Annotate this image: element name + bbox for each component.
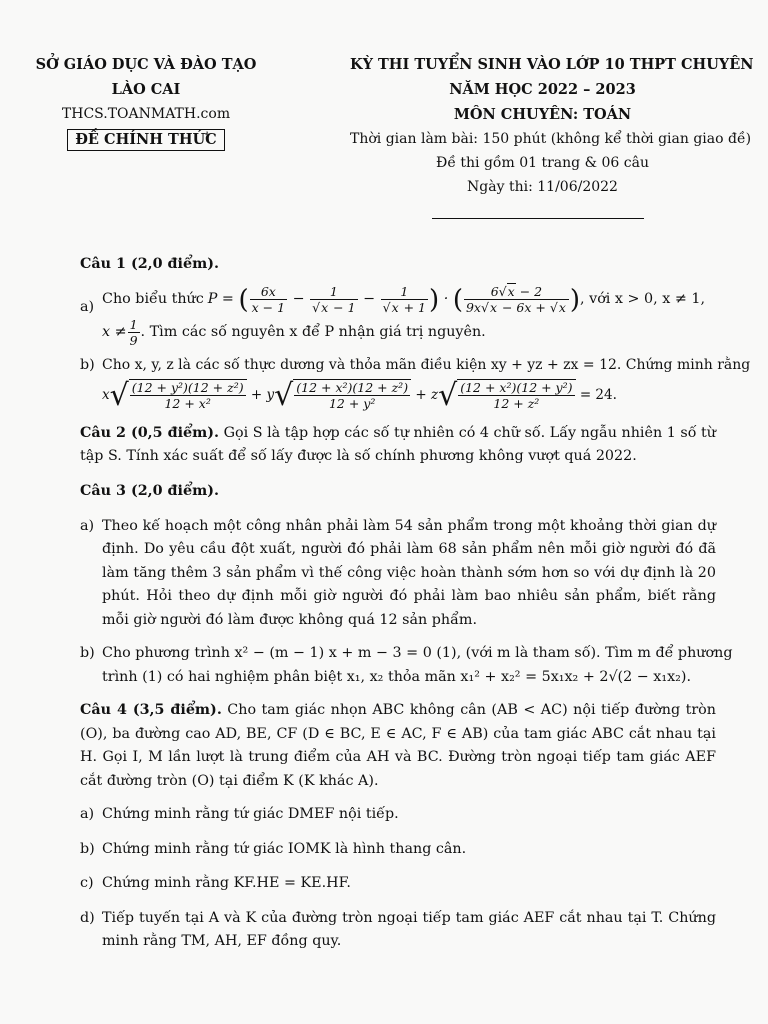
province-name: LÀO CAI [111,81,181,98]
q4c-label: c) [80,875,94,891]
q4d-label: d) [80,909,95,926]
q1a-second-line [102,317,716,348]
q4b-label: b) [80,840,95,857]
q3b-text-line2: trình (1) có hai nghiệm phân biệt x₁, x₂ thỏa mãn x₁² + x₂² = 5x₁x₂ + 2√(2 − x₁x₂). [102,668,692,685]
q3b-text-line1: Cho phương trình x² − (m − 1) x + m − 3 = 0 (1), (với m là tham số). Tìm m để phương [102,645,733,661]
q1b-result: = 24. [579,386,617,403]
department-name: SỞ GIÁO DỤC VÀ ĐÀO TẠO [35,56,257,73]
exam-title: KỲ THI TUYỂN SINH VÀO LỚP 10 THPT CHUYÊN [350,56,754,73]
q1a-formula-line [102,284,716,315]
q4-part-d [80,907,716,954]
q1a-label: a) [80,299,95,315]
header-left [28,52,264,151]
q4-part-c [80,872,716,896]
q1a-task: . Tìm các số nguyên x để P nhận giá trị nguyên. [140,323,486,340]
q1a-exclusion: x ≠ $\frac{1}{9}$ [102,317,138,348]
page-count: Đề thi gồm 01 trang & 06 câu [436,155,649,171]
q4c-text: Chứng minh rằng KF.HE = KE.HF. [102,875,351,891]
q3a-label: a) [80,517,95,534]
q1-title: Câu 1 (2,0 điểm). [80,256,219,272]
q4a-text: Chứng minh rằng tứ giác DMEF nội tiếp. [102,806,399,822]
exam-body [80,252,751,954]
q1a-intro: Cho biểu thức [102,290,204,307]
q1a-condition: , với x > 0, x ≠ 1, [580,290,706,307]
exam-duration: Thời gian làm bài: 150 phút (không kể thời gian giao đề) [350,131,752,147]
q4-text: Cho tam giác nhọn ABC không cân (AB < AC) nội tiếp đường tròn (O), ba đường cao AD, BE, CF (D ∈ BC, E ∈ AC, F ∈ AB) của tam giác ABC cắt nhau tại H. Gọi I, M lần lượt là trung điểm của AH và BC. Đường tròn ngoại tiếp tam giác AEF cắt đường tròn (O) tại điểm K (K khác A). [80,702,716,789]
q3a-text: Theo kế hoạch một công nhân phải làm 54 sản phẩm trong một khoảng thời gian dự định. Do yêu cầu đột xuất, người đó phải làm 68 sản phẩm nên mỗi giờ người đó đã làm tăng thêm 3 sản phẩm vì thế công việc hoàn thành sớm hơn so với dự định là 20 phút. Hỏi theo dự định mỗi giờ người đó phải làm bao nhiêu sản phẩm, biết rằng mỗi giờ người đó làm được không quá 12 sản phẩm. [102,517,716,628]
q4b-text: Chứng minh rằng tứ giác IOMK là hình thang cân. [102,840,467,857]
q4-part-b [80,838,716,862]
q2-title: Câu 2 (0,5 điểm). [80,424,219,441]
q4d-text: Tiếp tuyến tại A và K của đường tròn ngoại tiếp tam giác AEF cắt nhau tại T. Chứng minh rằng TM, AH, EF đồng quy. [102,909,716,949]
q2-text: Gọi S là tập hợp các số tự nhiên có 4 chữ số. Lấy ngẫu nhiên 1 số từ tập S. Tính xác suất để số lấy được là số chính phương không vượt quá 2022. [80,424,716,464]
q3-title: Câu 3 (2,0 điểm). [80,482,219,499]
q4-title: Câu 4 (3,5 điểm). [80,702,222,718]
q1-part-b [80,354,751,413]
q4-block [80,699,716,793]
q3b-label: b) [80,645,95,661]
q3-part-a [80,515,716,633]
subject-title: MÔN CHUYÊN: TOÁN [453,106,632,123]
q2-block [80,422,716,469]
q1b-inequality: x √ $\frac{\text{(12 + y²)(12 + z²)}}{\text{12 + x²}}$ + y √ $\frac{\text{(12 + x²)(12 + z²)}}{\text{12 + y²}}$ + z √ $\frac{\text{(12 + x²)(12 + y²)}}{\text{12 + z²}}$ = 24. [102,377,617,413]
q4-part-a [80,803,716,827]
q3-part-b [80,642,733,689]
q1b-statement: Cho x, y, z là các số thực dương và thỏa mãn điều kiện xy + yz + zx = 12. Chứng minh rằng [102,357,751,373]
school-year: NĂM HỌC 2022 – 2023 [449,81,636,98]
source-site: THCS.TOANMATH.com [61,106,231,122]
exam-date: Ngày thi: 11/06/2022 [467,179,618,195]
q1a-expression: P = ( $\frac{6x}{x - 1}$ − $\frac{1}{√x - 1}$ − $\frac{1}{√x + 1}$ ) · ( $\frac{6√x - 2}{9x√x - 6x + √x}$ ) [207,284,581,315]
official-badge: ĐỀ CHÍNH THỨC [67,129,224,151]
header-right [350,52,754,199]
q1b-label: b) [80,357,95,373]
q1-part-a [80,284,716,348]
q4a-label: a) [80,806,95,822]
header-divider [432,218,644,219]
